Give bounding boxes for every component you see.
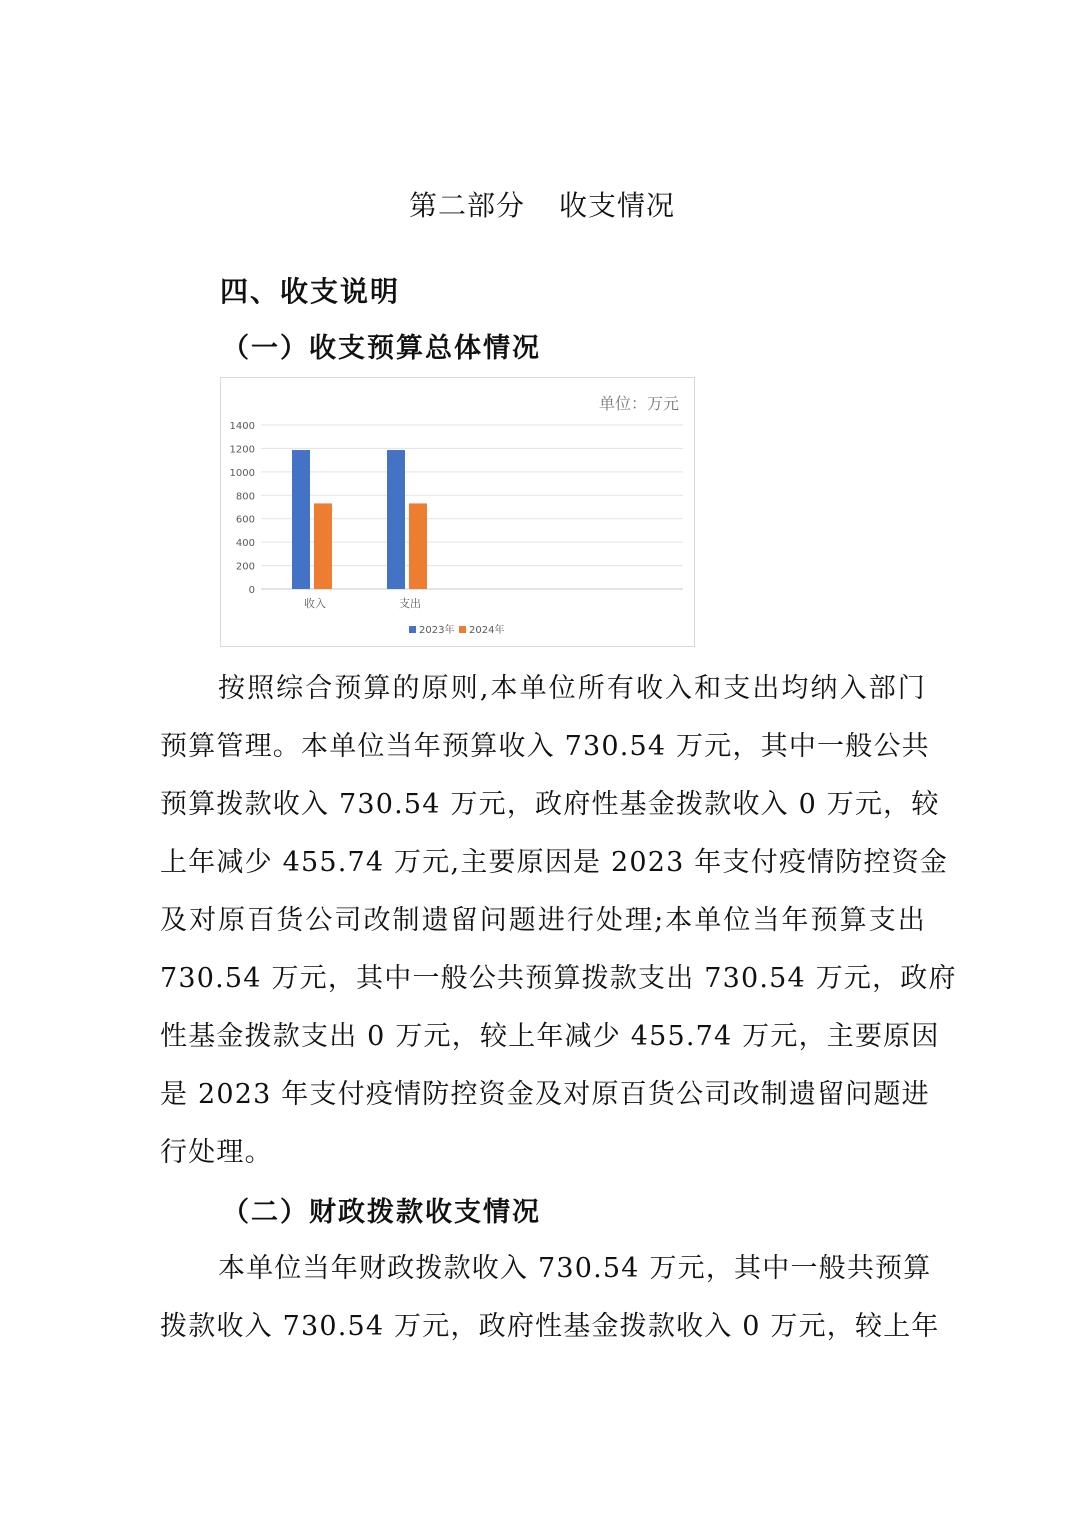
y-tick-label: 800 <box>235 491 255 503</box>
y-tick-label: 1000 <box>229 467 255 479</box>
paragraph-line: 是 2023 年支付疫情防控资金及对原百货公司改制遗留问题进 <box>160 1079 930 1110</box>
y-tick-label: 1400 <box>229 421 255 432</box>
part-title <box>0 184 1074 224</box>
paragraph-line: 上年减少 455.74 万元,主要原因是 2023 年支付疫情防控资金 <box>160 847 949 878</box>
x-category-label: 支出 <box>399 597 421 610</box>
bar <box>387 450 405 589</box>
unit-label: 单位：万元 <box>598 394 679 413</box>
x-category-label: 收入 <box>304 597 326 610</box>
subsection-heading-2: （二）财政拨款收支情况 <box>222 1197 541 1228</box>
legend-swatch <box>409 626 416 633</box>
section-heading: 四、收支说明 <box>220 275 401 308</box>
paragraph-1 <box>160 660 957 1182</box>
subsection-heading-1: （一）收支预算总体情况 <box>222 333 541 364</box>
paragraph-line: 本单位当年财政拨款收入 730.54 万元，其中一般共预算 <box>218 1253 932 1284</box>
part-name: 收支情况 <box>559 189 676 222</box>
y-tick-label: 0 <box>248 585 255 596</box>
bar <box>409 503 427 589</box>
bar <box>292 450 310 589</box>
bar <box>314 503 332 589</box>
bar-chart-svg <box>221 378 694 646</box>
paragraph-line: 按照综合预算的原则,本单位所有收入和支出均纳入部门 <box>218 673 926 704</box>
paragraph-line: 行处理。 <box>160 1137 273 1168</box>
paragraph-line: 拨款收入 730.54 万元，政府性基金拨款收入 0 万元，较上年 <box>160 1311 940 1342</box>
paragraph-line: 及对原百货公司改制遗留问题进行处理;本单位当年预算支出 <box>160 905 926 936</box>
paragraph-line: 预算拨款收入 730.54 万元，政府性基金拨款收入 0 万元，较 <box>160 789 940 820</box>
y-tick-label: 1200 <box>229 444 255 456</box>
paragraph-line: 730.54 万元，其中一般公共预算拨款支出 730.54 万元，政府 <box>160 963 957 994</box>
paragraph-line: 预算管理。本单位当年预算收入 730.54 万元，其中一般公共 <box>160 731 930 762</box>
legend-swatch <box>459 626 466 633</box>
budget-chart <box>220 377 695 647</box>
part-label: 第二部分 <box>408 189 525 222</box>
paragraph-2 <box>160 1240 940 1356</box>
legend-label: 2024年 <box>469 625 505 636</box>
y-tick-label: 200 <box>235 561 255 573</box>
y-tick-label: 600 <box>235 514 255 526</box>
paragraph-line: 性基金拨款支出 0 万元，较上年减少 455.74 万元，主要原因 <box>160 1021 940 1052</box>
y-tick-label: 400 <box>235 538 255 550</box>
legend-label: 2023年 <box>419 625 455 636</box>
